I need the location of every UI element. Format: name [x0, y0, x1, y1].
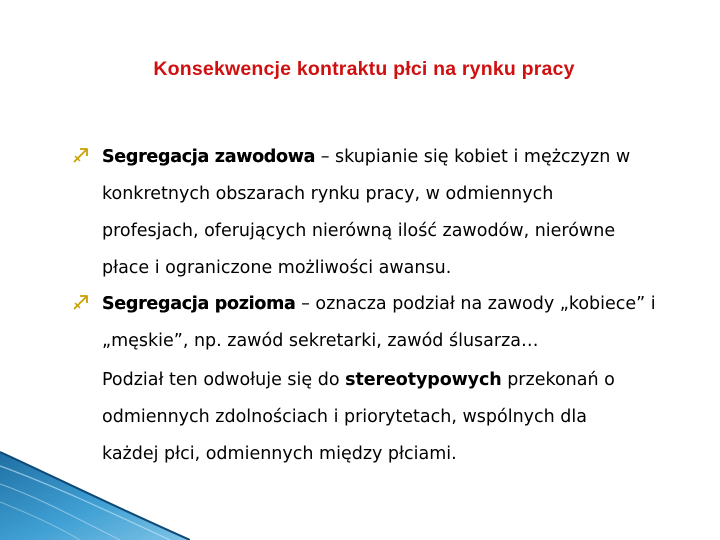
- bullet-2-text: – oznacza podział na zawody „kobiece” i: [295, 294, 656, 314]
- bullet-2-term: Segregacja pozioma: [102, 294, 296, 314]
- wave-decoration-icon: [0, 440, 190, 540]
- paragraph-line-2: odmiennych zdolnościach i priorytetach, wspólnych dla: [102, 407, 587, 427]
- bullet-2-line-2: „męskie”, np. zawód sekretarki, zawód ślusarza…: [102, 331, 539, 351]
- bullet-1-line-3: profesjach, oferujących nierówną ilość zawodów, nierówne: [102, 221, 616, 241]
- bullet-1-term: Segregacja zawodowa: [102, 147, 316, 167]
- bullet-2-line-1: [102, 292, 656, 316]
- paragraph-text-post: przekonań o: [501, 370, 615, 390]
- paragraph-line-3: każdej płci, odmiennych między płciami.: [102, 444, 457, 464]
- paragraph-line-1: [102, 368, 615, 392]
- paragraph-text-pre: Podział ten odwołuje się do: [102, 370, 346, 390]
- bullet-1-text: – skupianie się kobiet i mężczyzn w: [315, 147, 631, 167]
- arrow-bullet-icon: [72, 146, 90, 164]
- paragraph-term: stereotypowych: [345, 370, 502, 390]
- bullet-1-line-1: [102, 145, 630, 169]
- bullet-1-line-4: płace i ograniczone możliwości awansu.: [102, 258, 452, 278]
- slide-title: Konsekwencje kontraktu płci na rynku pracy: [153, 58, 575, 80]
- arrow-bullet-icon: [72, 293, 90, 311]
- bullet-1-line-2: konkretnych obszarach rynku pracy, w odmiennych: [102, 184, 554, 204]
